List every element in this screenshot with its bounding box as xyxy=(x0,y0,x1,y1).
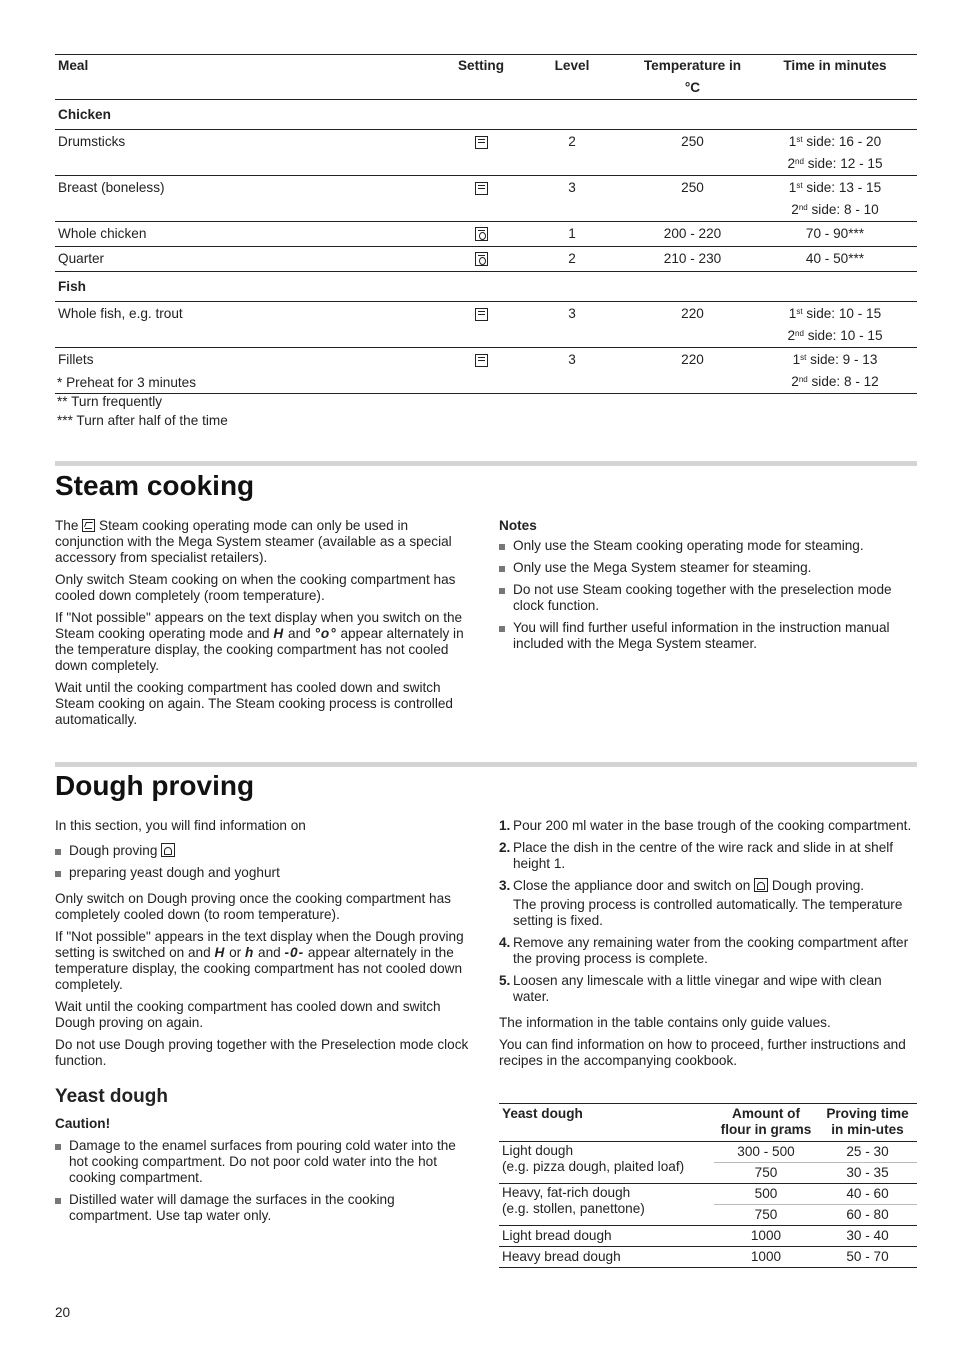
list-item xyxy=(55,843,471,859)
step xyxy=(499,973,915,1005)
time: 2nd side: 10 - 15 xyxy=(787,328,883,343)
paragraph xyxy=(55,929,471,993)
footnote: * Preheat for 3 minutes xyxy=(57,375,197,390)
time: 1st side: 13 - 15 xyxy=(788,180,882,195)
list-item: Do not use Steam cooking together with the preselection mode clock function. xyxy=(499,582,915,614)
table-row xyxy=(499,1226,917,1247)
section-divider xyxy=(55,762,917,767)
temperature: 210 - 230 xyxy=(632,247,753,272)
step xyxy=(499,840,915,872)
yeast-dough-table xyxy=(499,1103,917,1268)
grill-icon xyxy=(475,136,488,149)
list-item: preparing yeast dough and yoghurt xyxy=(55,865,471,881)
paragraph: Do not use Dough proving together with the Preselection mode clock function. xyxy=(55,1037,469,1068)
proving-time: 50 - 70 xyxy=(818,1247,917,1268)
text: and xyxy=(258,945,281,960)
temperature: 250 xyxy=(632,130,753,176)
step-text: Close the appliance door and switch on xyxy=(513,878,751,893)
level: 1 xyxy=(512,222,632,247)
dough-example: (e.g. pizza dough, plaited loaf) xyxy=(502,1159,685,1174)
step xyxy=(499,878,915,929)
meal-name: Whole chicken xyxy=(55,222,450,247)
dough-proving-title: Dough proving xyxy=(55,770,255,801)
paragraph: The information in the table contains only guide values. xyxy=(499,1015,831,1030)
meal-table-header xyxy=(55,55,917,100)
caution-block xyxy=(55,1116,471,1224)
paragraph: In this section, you will find information on xyxy=(55,818,306,833)
text: and xyxy=(288,626,311,641)
step-text: Dough proving. xyxy=(771,878,865,893)
meal-table xyxy=(55,54,917,394)
step-number: 2. xyxy=(499,840,511,855)
dough-example: (e.g. stollen, panettone) xyxy=(502,1201,645,1216)
meal-name: Breast (boneless) xyxy=(55,176,450,222)
step xyxy=(499,935,915,967)
display-symbol: H xyxy=(273,626,285,641)
paragraph: Only switch Steam cooking on when the cooking compartment has cooled down completely (room temperature). xyxy=(55,572,456,603)
level: 3 xyxy=(512,176,632,222)
dough-steps xyxy=(499,818,915,1075)
table-row xyxy=(55,302,917,348)
col-yeast-dough: Yeast dough xyxy=(499,1104,714,1142)
footnote: *** Turn after half of the time xyxy=(57,413,228,428)
time: 1st side: 16 - 20 xyxy=(788,134,882,149)
time: 2nd side: 8 - 12 xyxy=(791,374,879,389)
proving-time: 60 - 80 xyxy=(818,1205,917,1226)
list-item: Only use the Mega System steamer for steaming. xyxy=(499,560,915,576)
text: If "Not possible" appears on the text display when you switch on the Steam cooking operating mode and xyxy=(55,610,463,641)
amount: 1000 xyxy=(714,1226,818,1247)
paragraph: You can find information on how to proceed, further instructions and recipes in the accompanying cookbook. xyxy=(499,1037,906,1068)
meal-name: Fillets xyxy=(55,348,450,394)
table-row xyxy=(55,222,917,247)
list-item: You will find further useful information in the instruction manual included with the Mega System steamer. xyxy=(499,620,915,652)
yeast-table-header xyxy=(499,1104,917,1142)
proving-time: 40 - 60 xyxy=(818,1184,917,1205)
step xyxy=(499,818,915,834)
time: 1st side: 9 - 13 xyxy=(792,352,878,367)
time: 2nd side: 12 - 15 xyxy=(787,156,883,171)
step-number: 5. xyxy=(499,973,511,988)
amount: 500 xyxy=(714,1184,818,1205)
level: 2 xyxy=(512,247,632,272)
yeast-dough-title: Yeast dough xyxy=(55,1086,168,1107)
dough-proving-icon xyxy=(754,878,768,892)
level: 2 xyxy=(512,130,632,176)
rotisserie-icon xyxy=(475,227,488,241)
temperature: 250 xyxy=(632,176,753,222)
page-number: 20 xyxy=(55,1305,71,1320)
level: 3 xyxy=(512,302,632,348)
display-symbol: h xyxy=(244,945,255,960)
col-level: Level xyxy=(512,55,632,100)
footnotes xyxy=(57,373,228,430)
table-row xyxy=(499,1247,917,1268)
rotisserie-icon xyxy=(475,252,488,266)
caution-title: Caution! xyxy=(55,1116,111,1131)
list-item: Distilled water will damage the surfaces in the cooking compartment. Use tap water only. xyxy=(55,1192,471,1224)
proving-time: 30 - 40 xyxy=(818,1226,917,1247)
amount: 750 xyxy=(714,1205,818,1226)
col-time: Time in minutes xyxy=(753,55,917,100)
steam-cooking-title: Steam cooking xyxy=(55,470,255,501)
level: 3 xyxy=(512,348,632,394)
col-proving-time: Proving time in min-utes xyxy=(818,1104,917,1142)
time: 40 - 50*** xyxy=(753,247,917,272)
grill-icon xyxy=(475,308,488,321)
display-symbol: °o° xyxy=(314,626,337,641)
dough-name: Heavy, fat-rich dough xyxy=(502,1185,631,1200)
text: Dough proving xyxy=(69,843,158,858)
amount: 750 xyxy=(714,1163,818,1184)
paragraph: Wait until the cooking compartment has cooled down and switch Steam cooking on again. The Steam cooking process is controlled automatically. xyxy=(55,680,453,727)
text: Steam cooking operating mode can only be used in conjunction with the Mega System steamer (available as a special accessory from specialist retailers). xyxy=(55,518,452,565)
text: appear alternately in the temperature display, the cooking compartment has not cooled down completely. xyxy=(55,945,463,992)
step-number: 4. xyxy=(499,935,511,950)
col-meal: Meal xyxy=(55,55,450,100)
dough-name: Light dough xyxy=(502,1143,574,1158)
proving-time: 25 - 30 xyxy=(818,1142,917,1163)
text: If "Not possible" appears in the text display when the Dough proving setting is switched on and xyxy=(55,929,464,960)
amount: 300 - 500 xyxy=(714,1142,818,1163)
text: or xyxy=(229,945,242,960)
step-number: 1. xyxy=(499,818,511,833)
steam-left-column xyxy=(55,518,471,734)
step-text: Remove any remaining water from the cooking compartment after the proving process is complete. xyxy=(513,935,909,966)
proving-time: 30 - 35 xyxy=(818,1163,917,1184)
step-note: The proving process is controlled automatically. The temperature setting is fixed. xyxy=(513,897,903,928)
step-text: Loosen any limescale with a little vinegar and wipe with clean water. xyxy=(513,973,882,1004)
group-fish: Fish xyxy=(55,272,917,302)
table-row xyxy=(499,1142,917,1163)
paragraph: Wait until the cooking compartment has cooled down and switch Dough proving on again. xyxy=(55,999,441,1030)
amount: 1000 xyxy=(714,1247,818,1268)
grill-icon xyxy=(475,354,488,367)
temperature: 220 xyxy=(632,302,753,348)
group-chicken: Chicken xyxy=(55,100,917,130)
meal-name: Whole fish, e.g. trout xyxy=(55,302,450,348)
dough-proving-icon xyxy=(161,843,175,857)
col-amount: Amount of flour in grams xyxy=(714,1104,818,1142)
step-number: 3. xyxy=(499,878,511,893)
table-row xyxy=(55,247,917,272)
dough-name: Heavy bread dough xyxy=(499,1247,714,1268)
time: 1st side: 10 - 15 xyxy=(788,306,882,321)
footnote: ** Turn frequently xyxy=(57,394,163,409)
display-symbol: H xyxy=(214,945,226,960)
paragraph: Only switch on Dough proving once the cooking compartment has completely cooled down (to room temperature). xyxy=(55,891,451,922)
list-item: Damage to the enamel surfaces from pouring cold water into the hot cooking compartment. Do not poor cold water into the hot cooking compartment. xyxy=(55,1138,471,1186)
table-row xyxy=(55,176,917,222)
table-row xyxy=(499,1184,917,1205)
paragraph xyxy=(55,518,471,566)
steam-icon xyxy=(82,519,95,532)
step-text: Pour 200 ml water in the base trough of the cooking compartment. xyxy=(513,818,912,833)
meal-name: Quarter xyxy=(55,247,450,272)
time: 70 - 90*** xyxy=(753,222,917,247)
col-setting: Setting xyxy=(450,55,512,100)
text: The xyxy=(55,518,79,533)
section-divider xyxy=(55,461,917,466)
dough-left-column xyxy=(55,818,471,1075)
notes-title: Notes xyxy=(499,518,537,533)
step-text: Place the dish in the centre of the wire rack and slide in at shelf height 1. xyxy=(513,840,894,871)
temperature: 200 - 220 xyxy=(632,222,753,247)
grill-icon xyxy=(475,182,488,195)
time: 2nd side: 8 - 10 xyxy=(791,202,879,217)
dough-name: Light bread dough xyxy=(499,1226,714,1247)
table-row xyxy=(55,130,917,176)
temperature: 220 xyxy=(632,348,753,394)
col-temperature: Temperature in °C xyxy=(632,55,753,100)
paragraph xyxy=(55,610,471,674)
meal-name: Drumsticks xyxy=(55,130,450,176)
display-symbol: -0- xyxy=(284,945,305,960)
steam-notes xyxy=(499,518,915,652)
list-item: Only use the Steam cooking operating mode for steaming. xyxy=(499,538,915,554)
text: appear alternately in the temperature display, the cooking compartment has not cooled down completely. xyxy=(55,626,464,673)
